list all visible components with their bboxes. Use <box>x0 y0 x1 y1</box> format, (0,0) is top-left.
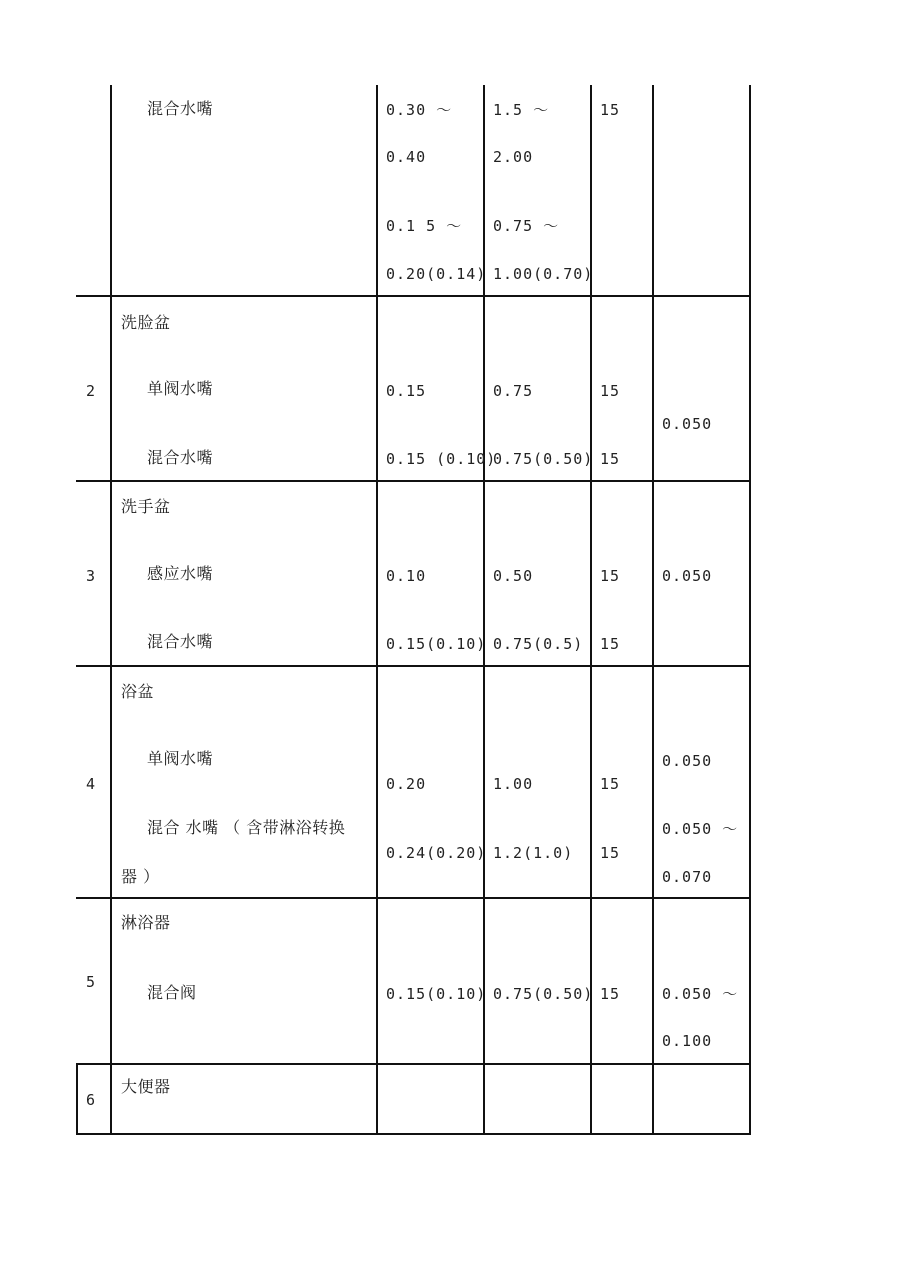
row-border <box>76 1133 751 1135</box>
flow-value: 0.15(0.10) <box>386 985 487 1003</box>
pipe-diameter: 15 <box>600 985 621 1003</box>
equivalent-value: 1.00 <box>493 775 534 793</box>
row-border <box>76 295 751 297</box>
equivalent-value: 0.75(0.5) <box>493 635 584 653</box>
fixture-name: 混合 水嘴 （ 含带淋浴转换 <box>147 818 346 837</box>
row-number: 5 <box>86 973 97 991</box>
pipe-diameter: 15 <box>600 450 621 468</box>
fixture-name: 单阀水嘴 <box>147 749 214 768</box>
fixture-category: 淋浴器 <box>121 913 171 932</box>
equivalent-value: 1.5 ～ <box>493 101 550 119</box>
flow-value: 0.20 <box>386 775 427 793</box>
equivalent-value: 0.75 ～ <box>493 217 560 235</box>
flow-value: 0.15 <box>386 382 427 400</box>
equivalent-value: 0.75 <box>493 382 534 400</box>
fixture-name: 混合水嘴 <box>147 99 214 118</box>
pressure-value: 0.100 <box>662 1032 713 1050</box>
pipe-diameter: 15 <box>600 101 621 119</box>
pipe-diameter: 15 <box>600 635 621 653</box>
fixture-category: 洗手盆 <box>121 497 171 516</box>
flow-value: 0.15(0.10) <box>386 635 487 653</box>
flow-value: 0.40 <box>386 148 427 166</box>
row-border <box>76 897 751 899</box>
row-border <box>76 665 751 667</box>
equivalent-value: 0.50 <box>493 567 534 585</box>
row-number: 4 <box>86 775 97 793</box>
row-number: 3 <box>86 567 97 585</box>
col-border <box>590 85 592 1135</box>
fixture-name: 单阀水嘴 <box>147 379 214 398</box>
equivalent-value: 0.75(0.50) <box>493 450 594 468</box>
row-number: 2 <box>86 382 97 400</box>
col-border <box>76 1063 78 1135</box>
pipe-diameter: 15 <box>600 567 621 585</box>
fixture-category: 浴盆 <box>121 682 155 701</box>
pressure-value: 0.050 <box>662 752 713 770</box>
fixture-name: 混合水嘴 <box>147 632 214 651</box>
pressure-value: 0.050 <box>662 415 713 433</box>
col-border <box>749 85 751 1135</box>
fixture-name: 混合水嘴 <box>147 448 214 467</box>
flow-value: 0.20(0.14) <box>386 265 487 283</box>
fixture-name-cont: 器 ） <box>121 867 160 886</box>
fixture-name: 混合阀 <box>147 983 197 1002</box>
fixture-category: 大便器 <box>121 1077 171 1096</box>
col-border <box>110 85 112 1135</box>
col-border <box>652 85 654 1135</box>
equivalent-value: 0.75(0.50) <box>493 985 594 1003</box>
col-border <box>483 85 485 1135</box>
fixture-category: 洗脸盆 <box>121 313 171 332</box>
pressure-value: 0.050 <box>662 567 713 585</box>
col-border <box>376 85 378 1135</box>
row-border <box>76 480 751 482</box>
pressure-value: 0.050 ～ <box>662 820 739 838</box>
row-number: 6 <box>86 1091 97 1109</box>
flow-value: 0.10 <box>386 567 427 585</box>
flow-value: 0.1 5 ～ <box>386 217 463 235</box>
pipe-diameter: 15 <box>600 844 621 862</box>
pipe-diameter: 15 <box>600 775 621 793</box>
fixture-name: 感应水嘴 <box>147 564 214 583</box>
equivalent-value: 2.00 <box>493 148 534 166</box>
row-border <box>76 1063 751 1065</box>
flow-value: 0.15 (0.10) <box>386 450 497 468</box>
flow-value: 0.24(0.20) <box>386 844 487 862</box>
flow-value: 0.30 ～ <box>386 101 453 119</box>
equivalent-value: 1.2(1.0) <box>493 844 574 862</box>
pressure-value: 0.050 ～ <box>662 985 739 1003</box>
equivalent-value: 1.00(0.70) <box>493 265 594 283</box>
pipe-diameter: 15 <box>600 382 621 400</box>
pressure-value: 0.070 <box>662 868 713 886</box>
